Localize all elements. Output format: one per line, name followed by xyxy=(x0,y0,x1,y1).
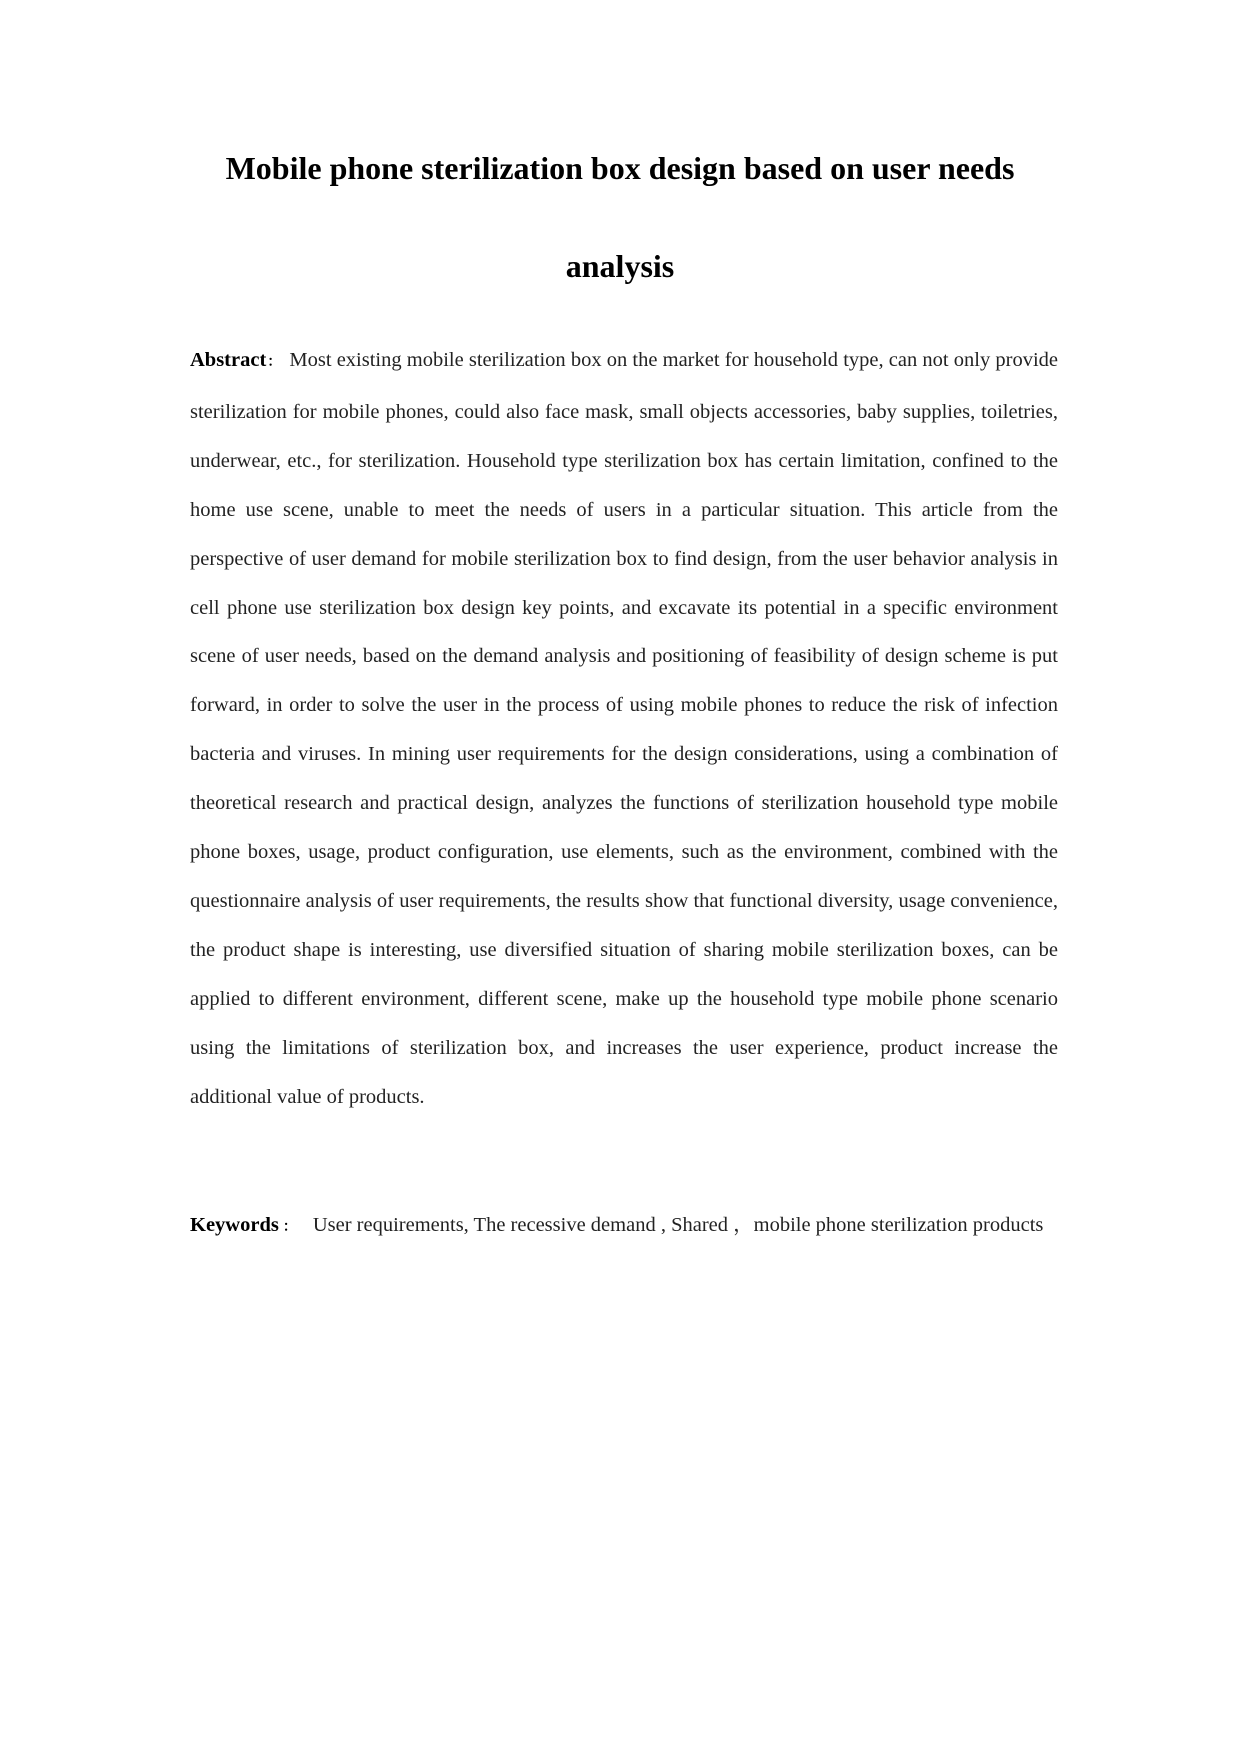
paper-title xyxy=(160,150,1080,284)
keywords-label: Keywords xyxy=(190,1214,279,1236)
abstract-text: Most existing mobile sterilization box on the market for household type, can not only provide sterilization for mobile phones, could also face mask, small objects accessories, baby supplies, toiletries, underwear, etc., for sterilization. Household type sterilization box has certain limitation, confined to the home use scene, unable to meet the needs of users in a particular situation. This article from the perspective of user demand for mobile sterilization box to find design, from the user behavior analysis in cell phone use sterilization box design key points, and excavate its potential in a specific environment scene of user needs, based on the demand analysis and positioning of feasibility of design scheme is put forward, in order to solve the user in the process of using mobile phones to reduce the risk of infection bacteria and viruses. In mining user requirements for the design considerations, using a combination of theoretical research and practical design, analyzes the functions of sterilization household type mobile phone boxes, usage, product configuration, use elements, such as the environment, combined with the questionnaire analysis of user requirements, the results show that functional diversity, usage convenience, the product shape is interesting, use diversified situation of sharing mobile sterilization boxes, can be applied to different environment, different scene, make up the household type mobile phone scenario using the limitations of sterilization box, and increases the user experience, product increase the additional value of products. xyxy=(190,349,1059,1108)
keywords-text: User requirements, The recessive demand , Shared ，mobile phone sterilization products xyxy=(312,1214,1044,1236)
abstract-paragraph xyxy=(190,336,1058,1122)
keywords-colon: ： xyxy=(282,1220,297,1235)
title-line-2: analysis xyxy=(565,248,675,284)
abstract-label: Abstract xyxy=(190,349,267,371)
keywords-paragraph xyxy=(190,1201,1058,1253)
abstract-colon: ： xyxy=(267,355,282,370)
title-line-1: Mobile phone sterilization box design based on user needs xyxy=(225,150,1015,186)
